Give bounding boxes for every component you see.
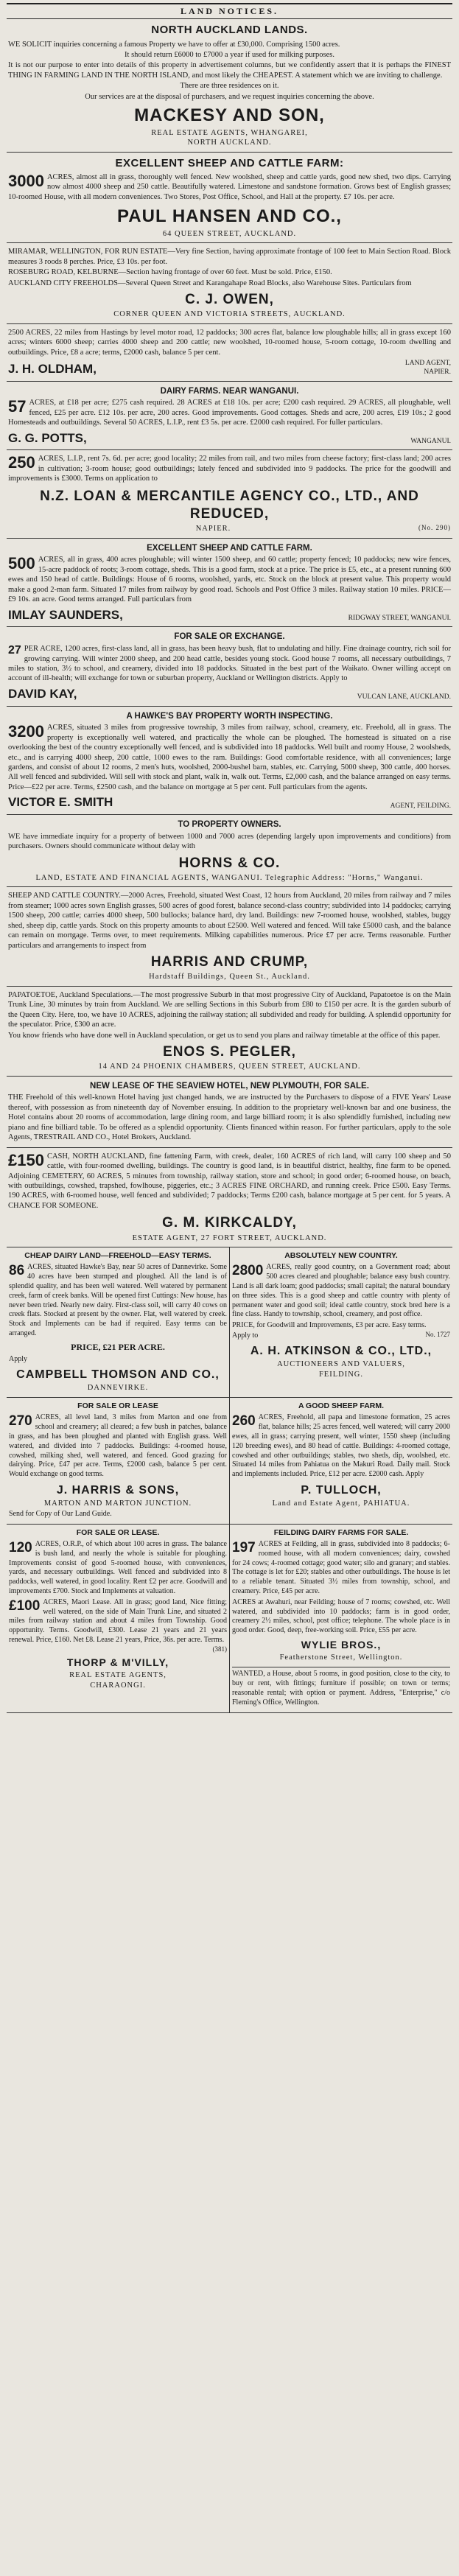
ad-feilding-dairy-farms: [229, 1525, 452, 1712]
ad-cash-north-auckland: [7, 1148, 452, 1247]
land-notices-page: [7, 0, 452, 1713]
ad-for-sale-or-lease-orp: [7, 1525, 229, 1712]
ad-title: FOR SALE OR LEASE: [77, 1401, 158, 1410]
ad-body: ACRES, L.I.P., rent 7s. 6d. per acre; good locality; 22 miles from rail, and two miles from cheese factory; first-class land; 200 acres in cultivation; 3-room house; good outbuildings; lately fenced and subdivided into 9 paddocks. The price for the goodwill and improvements is £3000. Terms on application to: [8, 455, 451, 483]
advertiser-name: G. M. KIRKCALDY,: [162, 1215, 297, 1231]
advertiser-name: IMLAY SAUNDERS,: [8, 607, 123, 622]
ad-lead-figure: 270: [9, 1413, 32, 1429]
ad-absolutely-new-country: [229, 1247, 452, 1397]
two-column-row: [7, 1525, 452, 1713]
advertiser-name: MACKESY AND SON,: [134, 105, 325, 126]
ad-body: It is not our purpose to enter into details of this property in advertisement columns, but we confidently assert that it is perhaps the FINEST THING IN FARMING LAND IN THE NORTH ISLAND, and most likely the CHEAPEST. A statement which we are inviting to challenge.: [8, 61, 451, 80]
ad-lead-figure: 120: [9, 1540, 32, 1556]
ad-title: NEW LEASE OF THE SEAVIEW HOTEL, NEW PLYMOUTH, FOR SALE.: [90, 1081, 369, 1091]
advertiser-name: N.Z. LOAN & MERCANTILE AGENCY CO., LTD., AND REDUCED,: [40, 488, 419, 522]
ad-title: EXCELLENT SHEEP AND CATTLE FARM:: [115, 156, 344, 169]
advertiser-address: CORNER QUEEN AND VICTORIA STREETS, AUCKLAND.: [113, 310, 346, 319]
advertiser-name: WYLIE BROS.,: [301, 1639, 382, 1651]
ad-body: ACRES at Awahuri, near Feilding; house of 7 rooms; cowshed, etc. Well watered, and subdivided into 10 paddocks; farm is in good order, creamery 2½ miles, school, post office; telephone. The whole place is in good order. Good, deep, free-working soil. Price, £55 per acre.: [232, 1597, 450, 1635]
ad-wanted-house: WANTED, a House, about 5 rooms, in good position, close to the city, to buy or rent, with fittings; furniture if possible; on town or terms; reasonable rental; with option or payment. Address, "Enterprise," c/o Fleming's Office, Wellington.: [232, 1667, 450, 1707]
ad-title: DAIRY FARMS. NEAR WANGANUI.: [160, 386, 299, 396]
ad-excellent-sheep-cattle-farm-500: [7, 539, 452, 628]
ad-body: AUCKLAND CITY FREEHOLDS—Several Queen Street and Karangahape Road Blocks, also Warehouse Sites. Particulars from: [8, 279, 412, 287]
advertiser-location: NAPIER.: [424, 368, 451, 377]
ad-title: ABSOLUTELY NEW COUNTRY.: [284, 1251, 398, 1261]
ad-lead-figure: 27: [8, 644, 21, 657]
ad-sheep-cattle-country: [7, 887, 452, 986]
advertiser-location: MARTON AND MARTON JUNCTION.: [43, 1499, 192, 1508]
ad-body: ACRES at Feilding, all in grass, subdivided into 8 paddocks; 6-roomed house, with all modern conveniences; dairy, cowshed for 24 cows; 4-roomed cottage; good water; silo and granary; and stables. The cottage is let for £20; stables and other outbuildings. The house is let to a reliable tenant. Situated 3½ miles from township, school, and creamery. Price, £45 per acre.: [232, 1540, 450, 1596]
advertiser-title: LAND AGENT,: [404, 360, 451, 368]
ad-body: Our services are at the disposal of purchasers, and we request inquiries concerning the above.: [85, 92, 374, 101]
ad-body: You know friends who have done well in Auckland speculation, or get us to send you plans and railway timetable at the office of this paper.: [8, 1031, 441, 1040]
ad-body: ACRES, O.R.P., of which about 100 acres in grass. The balance is bush land, and nearly the whole is suitable for ploughing. Improvements consist of good 5-roomed house, with conveniences, yards, and necessary outbuildings. Well fenced and subdivided into 8 paddocks, well watered, in good locality. Rent £2 per acre. Goodwill and improvements £700. Stock and Implements at valuation.: [9, 1540, 227, 1596]
ad-body: ACRES, all in grass, 400 acres ploughable; will winter 1500 sheep, and 60 cattle; property fenced; 10 paddocks; new wire fences, 15-acre paddock of roots; 3-room cottage, sheds. This is a good farm, stock at a price. The price is £5, etc., at a present running 600 ewes and 150 head of cattle. Buildings: House of 6 rooms, woolshed, yards, etc. Stock on the block at present value. This property would make a good 2-man farm. Situated 17 miles from railway by good road. Schools and Post Office 3 miles. Railway station 10 miles. PRICE—£9 10s. an acre. Good terms arranged. Full particulars from: [8, 556, 451, 604]
advertiser-location: FEILDING.: [318, 1370, 364, 1379]
ad-body: SHEEP AND CATTLE COUNTRY.—2000 Acres, Freehold, situated West Coast, 12 hours from Auckland, 20 miles from railway and 7 miles from steamer; 1000 acres sown English grasses, 500 acres of good forest, balance second-class country; subdivided into 14 paddocks; carrying 1500 sheep, 200 cattle; carries 4000 sheep, 500 bullocks; balance hard, dry land. Buildings: new 7-roomed house, woolshed, stables, buggy shed, sheep dip, cattle yards. Stock on this property amounts to about £2500. Well watered and fenced. Will take £5000 cash, and the balance can remain on mortgage. Terms over, to meet requirements. Milking capabilities numerous. Price £7 per acre. Terms reasonable. Further particulars and arrangements to inspect from: [8, 892, 451, 950]
ad-title: EXCELLENT SHEEP AND CATTLE FARM.: [147, 543, 312, 553]
ad-body: There are three residences on it.: [180, 82, 279, 91]
ad-body: THE Freehold of this well-known Hotel having just changed hands, we are instructed by the Purchasers to dispose of a FIVE Years' Lease thereof, with possession as from nineteenth day of November ensuing. In addition to the proprietary well-known bar and one business, the Hotel contains about 20 rooms of accommodation, large dining room, and large billiard room; it is also splendidly furnished, including new piano and fine billiard table. To be offered as a splendid opportunity. Clients financed within reason. For further particulars, apply to the sole Agents, TRESTRAIL AND CO., Hotel Brokers, Auckland.: [8, 1093, 451, 1142]
ad-body: WE have immediate inquiry for a property of between 1000 and 7000 acres (depending largely upon improvements and conditions) from purchasers. Owners should communicate without delay with: [8, 832, 451, 851]
advertiser-location: DANNEVIRKE.: [87, 1384, 149, 1393]
ad-250-acres-lip: [7, 450, 452, 538]
ad-lead-figure: 500: [8, 554, 35, 573]
advertiser-location: NORTH AUCKLAND.: [187, 139, 272, 147]
advertiser-name: P. TULLOCH,: [301, 1483, 382, 1497]
advertiser-address: Hardstaff Buildings, Queen St., Auckland.: [149, 973, 310, 981]
ad-title: A GOOD SHEEP FARM.: [298, 1401, 385, 1410]
ad-body: ACRES, situated 3 miles from progressive township, 3 miles from railway, school, creamery, etc. Freehold, all in grass. The property is exceptionally well watered, and practically the whole can be ploughed. The homestead is situated on a rise overlooking the best of the country exceptionally well fenced, and is subdivided into 18 paddocks. Well built and roomy House, 2 woolsheds, etc., and is carrying 4000 sheep, 200 cattle, 1000 ewes to the ram. Buildings: Good comfortable residence, with all conveniences; large gardens, and consist of about 12 rooms, 2 men's huts, woolshed, 2000-bushel barn, stables, etc. Carrying, 5000 sheep, 300 cattle, 400 horses. All well fenced and subdivided. Will sell with stock and plant, walk in, walk out. Terms, £2,000 cash, and the balance arranged on easy terms. Price—£22 per acre. Terms, £2500 cash, and the balance on mortgage at 5 per cent. Full particulars from the agents.: [8, 724, 451, 791]
ad-lead-figure: 2800: [232, 1263, 264, 1279]
ad-dairy-farms-wanganui: [7, 382, 452, 451]
ad-apply: Apply: [9, 1355, 27, 1364]
ad-lead-figure: 3200: [8, 722, 44, 741]
ad-north-auckland-lands: [7, 19, 452, 152]
advertiser-name: VICTOR E. SMITH: [8, 795, 113, 810]
ad-cheap-dairy-land: [7, 1247, 229, 1397]
advertiser-address: Featherstone Street, Wellington.: [279, 1653, 403, 1662]
ad-title: NORTH AUCKLAND LANDS.: [151, 24, 308, 37]
advertiser-address: RIDGWAY STREET, WANGANUI.: [348, 615, 451, 623]
advertiser-title: REAL ESTATE AGENTS, WHANGAREI,: [151, 128, 308, 137]
ad-body: PRICE, for Goodwill and Improvements, £3 per acre. Easy terms.: [232, 1321, 427, 1330]
ad-title: FEILDING DAIRY FARMS FOR SALE.: [273, 1527, 409, 1537]
ad-body: ACRES, situated Hawke's Bay, near 50 acres of Dannevirke. Some 40 acres have been stumped and ploughed. All the land is of splendid quality, and has been well watered. Well watered by permanent creek, farm of creek banks. Will be opened first Cuttings: New house, has never been tried. Nearly new dairy. First-class soil, will carry 40 cows on creek flats. Stocked at present by the owner. Flat, well watered by creek. Stock and Implements can be had if required. Easy terms can be arranged.: [9, 1263, 227, 1338]
advertiser-name: C. J. OWEN,: [185, 292, 274, 308]
ad-body: ACRES, almost all in grass, thoroughly well fenced. New woolshed, sheep and cattle yards, good new shed, two dips. Carrying now almost 4000 sheep and 250 cattle. Beautifully watered. Limestone and sandstone formation. Grows best of English grasses; 10-roomed House, with all modern conveniences. Two Stores, Post Office, School, and Hall at the property. £7 10s. per acre.: [8, 172, 451, 201]
ad-excellent-sheep-cattle-farm: [7, 153, 452, 244]
advertiser-name: THORP & M'VILLY,: [66, 1656, 169, 1669]
ad-good-sheep-farm: [229, 1398, 452, 1524]
ad-for-sale-or-lease-marton: [7, 1398, 229, 1524]
ad-lead-figure: 3000: [8, 171, 44, 190]
ad-to-property-owners: [7, 815, 452, 887]
ad-body: It should return £6000 to £7000 a year if used for milking purposes.: [125, 50, 334, 59]
advertiser-name: HARRIS AND CRUMP,: [150, 954, 309, 970]
advertiser-address: LAND, ESTATE AND FINANCIAL AGENTS, WANGANUI. Telegraphic Address: "Horns," Wanganui.: [35, 874, 424, 883]
ad-hastings-2500-acres: [7, 324, 452, 382]
two-column-row: [7, 1398, 452, 1525]
ad-body: ACRES, Freehold, all papa and limestone formation, 25 acres flat, balance hills; 25 acres fenced, well watered; will carry 2000 ewes, all in grass; carrying present, well winter, 1550 sheep (including 120 breeding ewes), and 80 head of cattle. Buildings: 4-roomed cottage, cowshed and other outbuildings; stables, two sheds, dip, woolshed, etc. Situated 14 miles from Pahiatua on the Makuri Road. Daily mail. Stock and implements included. Price, £12 per acre. £2000 cash. Apply: [232, 1413, 450, 1479]
ad-price: PRICE, £21 PER ACRE.: [71, 1341, 165, 1352]
ad-body: CASH, NORTH AUCKLAND, fine fattening Farm, with creek, dealer, 160 ACRES of rich land, will carry 100 sheep and 50 cattle, with four-roomed dwelling, buildings. The country is good land, is in beautiful district, healthy, fine farm to be opened. Adjoining CEMETERY, 60 ACRES, 5 minutes from township, railway station, store and school; in good order; 6-roomed house, on beach, with outbuildings, cowshed, trapshed, fowlhouse, piggeries, etc.; 3 ACRES FINE ORCHARD, and running creek. Price £500. Easy Terms. 190 ACRES, with 6-roomed house, well fenced and subdivided; 7 paddocks; Terms £200 cash, balance mortgage at 5 per cent. for 5 years. A CHANCE FOR SOMEONE.: [8, 1152, 451, 1210]
ad-body: ACRES, at £18 per acre; £275 cash required. 28 ACRES at £18 10s. per acre; £200 cash required. 29 ACRES, all ploughable, well fenced, £25 per acre. £12 10s. per acre, 200 acres. Good improvements. Good cottages. Sheds and acre, 200 acres, £19 10s.; 2 good Homesteads and outbuildings. Several 50 ACRES, L.I.P., rent £3 5s. per acre. £2000 cash required. For fuller particulars.: [8, 399, 451, 427]
ad-apply: Apply to: [232, 1331, 259, 1340]
ad-for-sale-or-exchange: [7, 627, 452, 706]
ad-reference: (No. 290): [418, 524, 451, 532]
two-column-row: [7, 1247, 452, 1398]
ad-lead-figure: £150: [8, 1150, 44, 1169]
ad-title: TO PROPERTY OWNERS.: [178, 820, 281, 830]
advertiser-title: AUCTIONEERS AND VALUERS,: [277, 1360, 405, 1369]
ad-hawkes-bay-property: [7, 707, 452, 816]
ad-seaview-hotel-lease: [7, 1077, 452, 1148]
ad-lead-figure: 250: [8, 453, 35, 472]
ad-title: FOR SALE OR LEASE.: [76, 1527, 160, 1537]
ad-body: PAPATOETOE, Auckland Speculations.—The most progressive Suburb in that most progressive City of Auckland, Papatoetoe is on the Main Trunk Line, 30 minutes by train from Auckland. We are selling Sections in this Suburb from £80 to £150 per acre. It is the garden suburb of the Queen City. Here, too, we have 10 ACRES, adjoining the railway station; all subdivided and ready for building. A splendid opportunity for the speculator. Price, £300 an acre.: [8, 990, 451, 1029]
ad-lead-figure: 86: [9, 1263, 25, 1279]
ad-body: ACRES, all level land, 3 miles from Marton and one from school and creamery; all cleared; a few bush in patches, balance in grass, and has been ploughed and planted with English grass. Well watered, and divided into 7 paddocks. Buildings: 4-roomed house, cowshed, milking shed, well watered, and fenced. Good grazing for dairying. Price, £47 per acre. Terms, £2000 cash, balance 5 per cent. Would exchange on good terms.: [9, 1413, 227, 1479]
advertiser-name: HORNS & CO.: [178, 855, 281, 871]
ad-lead-figure: 57: [8, 397, 27, 416]
advertiser-name: PAUL HANSEN AND CO.,: [117, 206, 342, 227]
advertiser-name: J. H. OLDHAM,: [8, 361, 97, 376]
ad-body: 2500 ACRES, 22 miles from Hastings by level motor road, 12 paddocks; 300 acres flat, balance low ploughable hills; all in grass except 160 acres; winters 6000 sheep; carries 4000 sheep and 200 cattle; new woolshed, 10-roomed house, 5-room cottage, 10-room dwelling and outbuildings. Price, £8 a acre; terms, £2000 cash, balance 5 per cent.: [8, 328, 451, 357]
advertiser-title: REAL ESTATE AGENTS,: [69, 1671, 167, 1680]
advertiser-address: ESTATE AGENT, 27 FORT STREET, AUCKLAND.: [132, 1233, 327, 1242]
advertiser-name: G. G. POTTS,: [8, 430, 87, 445]
ad-title: CHEAP DAIRY LAND—FREEHOLD—EASY TERMS.: [24, 1251, 211, 1261]
ad-reference: No. 1727: [425, 1331, 450, 1339]
ad-lead-figure: £100: [9, 1597, 41, 1614]
advertiser-name: ENOS S. PEGLER,: [163, 1044, 296, 1060]
section-masthead: LAND NOTICES.: [7, 3, 452, 19]
ad-papatoetoe: [7, 987, 452, 1077]
ad-body: WE SOLICIT inquiries concerning a famous Property we have to offer at £30,000. Comprising 1500 acres.: [8, 40, 340, 49]
ad-title: A HAWKE'S BAY PROPERTY WORTH INSPECTING.: [126, 711, 333, 721]
ad-body: PER ACRE, 1200 acres, first-class land, all in grass, has been heavy bush, flat to undulating and hilly. Fine drainage country, rich soil for growing carrying. Will winter 2000 sheep, and 200 head cattle, besides young stock. Good house 7 rooms, all necessary outbuildings, 7 miles to station, 3½ to school, and creamery, divided into 18 paddocks. Situated in the best part of the Waikato. Owner willing accept on account of ill-health; will exchange for town or suburban property, Auckland or Wellington districts. Apply to: [8, 645, 451, 683]
advertiser-address: VULCAN LANE, AUCKLAND.: [357, 693, 451, 701]
advertiser-location: Land and Estate Agent, PAHIATUA.: [272, 1499, 410, 1508]
advertiser-name: J. HARRIS & SONS,: [56, 1483, 180, 1497]
ad-body: ACRES, really good country, on a Government road; about 500 acres cleared and ploughable; balance easy bush country. Land is all dark loam; good paddocks; small capital; the natural boundary on three sides. This is a good sheep and cattle country with plenty of permanent water and good soil; ideal cattle country, stock bred here is a fine class. Handy to township, school, creamery, and post office.: [232, 1263, 450, 1319]
advertiser-address: 64 QUEEN STREET, AUCKLAND.: [162, 229, 297, 238]
ad-footer-note: Send for Copy of Our Land Guide.: [9, 1509, 112, 1518]
ad-body: ACRES, Maori Lease. All in grass; good land, Nice fitting; well watered, on the side of Main Trunk Line, and situated 2 miles from railway station and about 4 miles from Township. Good opportunity. Terms. Goodwill, £300. Lease 21 years and 21 years renewal. Price, £160. Net £8. Lease 21 years, Price, 36s. per acre. Terms.: [9, 1597, 227, 1645]
ad-reference: (381): [212, 1645, 227, 1653]
ad-body: MIRAMAR, WELLINGTON, FOR RUN ESTATE—Very fine Section, having approximate frontage of 100 feet to Main Section Road. Block measures 3 roods 8 perches. Price, £3 10s. per foot.: [8, 248, 451, 266]
advertiser-address: AGENT, FEILDING.: [390, 802, 451, 810]
advertiser-location: WANGANUI.: [410, 438, 451, 446]
advertiser-location: CHARAONGI.: [90, 1681, 146, 1690]
ad-miramar-wellington: [7, 243, 452, 324]
ad-title: FOR SALE OR EXCHANGE.: [174, 632, 285, 642]
ad-lead-figure: 197: [232, 1540, 256, 1556]
advertiser-address: 14 AND 24 PHOENIX CHAMBERS, QUEEN STREET, AUCKLAND.: [98, 1063, 361, 1071]
advertiser-name: A. H. ATKINSON & CO., LTD.,: [250, 1344, 432, 1357]
advertiser-name: CAMPBELL THOMSON AND CO.,: [16, 1368, 220, 1382]
ad-body: ROSEBURG ROAD, KELBURNE—Section having frontage of over 60 feet. Must be sold. Price, £150.: [8, 268, 332, 277]
ad-lead-figure: 260: [232, 1413, 256, 1429]
advertiser-name: DAVID KAY,: [8, 686, 77, 701]
advertiser-location: NAPIER.: [195, 525, 231, 533]
